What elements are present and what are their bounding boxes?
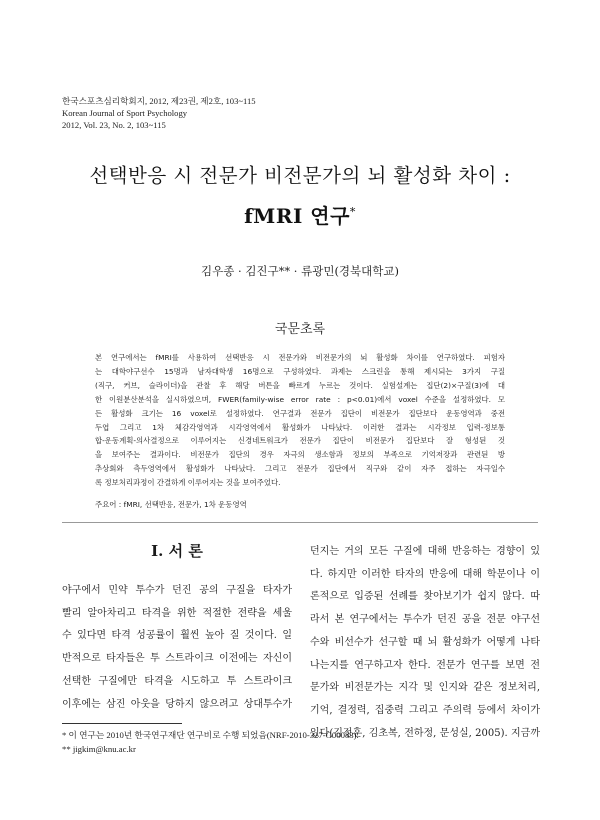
- abstract-line: 합-운동계획-의사결정으로 이루어지는 신경네트워크가 전문가 집단이 비전문가 집단보다 잘 형성된 것: [95, 436, 505, 446]
- abstract-line: 을 보여주는 결과이다. 비전문가 집단의 경우 자극의 생소함과 정보의 부족으로 기억저장과 관련된 방: [95, 450, 505, 460]
- abstract-line: 록 정보처리과정이 간결하게 이루어지는 것을 보여주었다.: [95, 478, 281, 488]
- authors: 김우종 · 김진구** · 류광민(경북대학교): [201, 264, 399, 278]
- journal-line-volume: 2012, Vol. 23, No. 2, 103~115: [62, 120, 166, 130]
- body-line: 기억, 결정력, 집중력 그리고 주의력 등에서 차이가: [310, 704, 540, 716]
- abstract-line: 는 대학야구선수 15명과 남자대학생 16명으로 구성하였다. 과제는 스크린을 통해 제시되는 3가지 구질: [95, 366, 505, 376]
- title-footnote-mark: *: [349, 205, 356, 219]
- paper-title-line-1: 선택반응 시 전문가 비전문가의 뇌 활성화 차이 :: [89, 164, 511, 187]
- body-line: 반적으로 타자들은 투 스트라이크 이전에는 자신이: [62, 653, 292, 665]
- body-line: 야구에서 민약 투수가 던진 공의 구질을 타자가: [62, 585, 292, 596]
- body-line: 수 있다면 타격 성공률이 훨씬 높아 질 것이다. 일: [62, 630, 292, 642]
- body-line: 나는지를 연구하고자 한다. 전문가 연구를 보면 전: [310, 659, 540, 671]
- body-line: 론적으로 입증된 선례를 찾아보기가 쉽지 않다. 따: [310, 591, 540, 603]
- body-line: 수와 비선수가 선구할 때 뇌 활성화가 어떻게 나타: [310, 636, 540, 648]
- body-column-left: [62, 580, 292, 716]
- footnote: ** jigkim@knu.ac.kr: [62, 744, 136, 754]
- abstract-line: 두엽 그리고 1차 체감각영역과 시각영역에서 활성화가 나타났다. 이러한 결과는 시각정보 입력-정보통: [95, 422, 505, 432]
- body-column-right: [310, 541, 540, 745]
- journal-line-english: Korean Journal of Sport Psychology: [62, 108, 188, 118]
- body-line: 라서 본 연구에서는 투수가 던진 공을 전문 야구선: [310, 614, 540, 626]
- paper-title-line-2: [0, 200, 600, 229]
- keywords: 주요어 : fMRI, 선택반응, 전문가, 1차 운동영역: [95, 500, 247, 509]
- footnote: * 이 연구는 2010년 한국연구재단 연구비로 수행 되었음(NRF-2010-327-G00083).: [62, 730, 359, 740]
- abstract-line: 본 연구에서는 fMRI를 사용하여 선택반응 시 전문가와 비전문가의 뇌 활성화 차이를 연구하였다. 피험자: [95, 353, 505, 362]
- body-line: 던지는 거의 모든 구질에 대해 반응하는 경향이 있: [310, 546, 540, 557]
- abstract-line: 든 활성화 크기는 16 voxel로 설정하였다. 연구결과 전문가 집단이 비전문가 집단보다 운동영역과 중전: [95, 408, 505, 418]
- abstract-line: 추상회와 측두영역에서 활성화가 나타났다. 그리고 전문가 집단에서 직구와 같이 자주 접하는 자극일수: [95, 464, 505, 474]
- paper-title-line-2-text: fMRI 연구: [244, 204, 350, 228]
- journal-citation: [62, 95, 256, 131]
- abstract-heading: 국문초록: [274, 322, 326, 337]
- body-line: 있다(김정훈, 김초복, 전하정, 문성실, 2005). 지금까: [310, 727, 540, 739]
- footnote-rule: [62, 723, 182, 724]
- body-line: 다. 하지만 이러한 타자의 반응에 대해 학문이나 이: [310, 568, 540, 580]
- journal-line-korean: 한국스포츠심리학회지, 2012, 제23권, 제2호, 103~115: [62, 96, 256, 106]
- footnotes: [62, 728, 359, 756]
- abstract-line: (직구, 커브, 슬라이더)을 관찰 후 해당 버튼을 빠르게 누르는 것이다. 실험설계는 집단(2)×구질(3)에 대: [95, 380, 505, 390]
- body-line: 문가와 비전문가는 지각 및 인지와 같은 정보처리,: [310, 682, 540, 694]
- abstract-rule: [62, 522, 538, 523]
- body-line: 빨리 알아차리고 타격을 위한 적절한 전략을 세울: [62, 607, 292, 619]
- body-line: 이후에는 삼진 아웃을 당하지 않으려고 상대투수가: [62, 698, 292, 710]
- abstract-body: [95, 351, 505, 490]
- abstract-line: 한 이원분산분석을 실시하였으며, FWER(family-wise error rate : p<0.01)에서 voxel 수준을 설정하였다. 모: [95, 394, 505, 404]
- section-heading-introduction: I. 서 론: [151, 542, 203, 560]
- body-line: 선택한 구질에만 타격을 시도하고 투 스트라이크: [62, 675, 292, 687]
